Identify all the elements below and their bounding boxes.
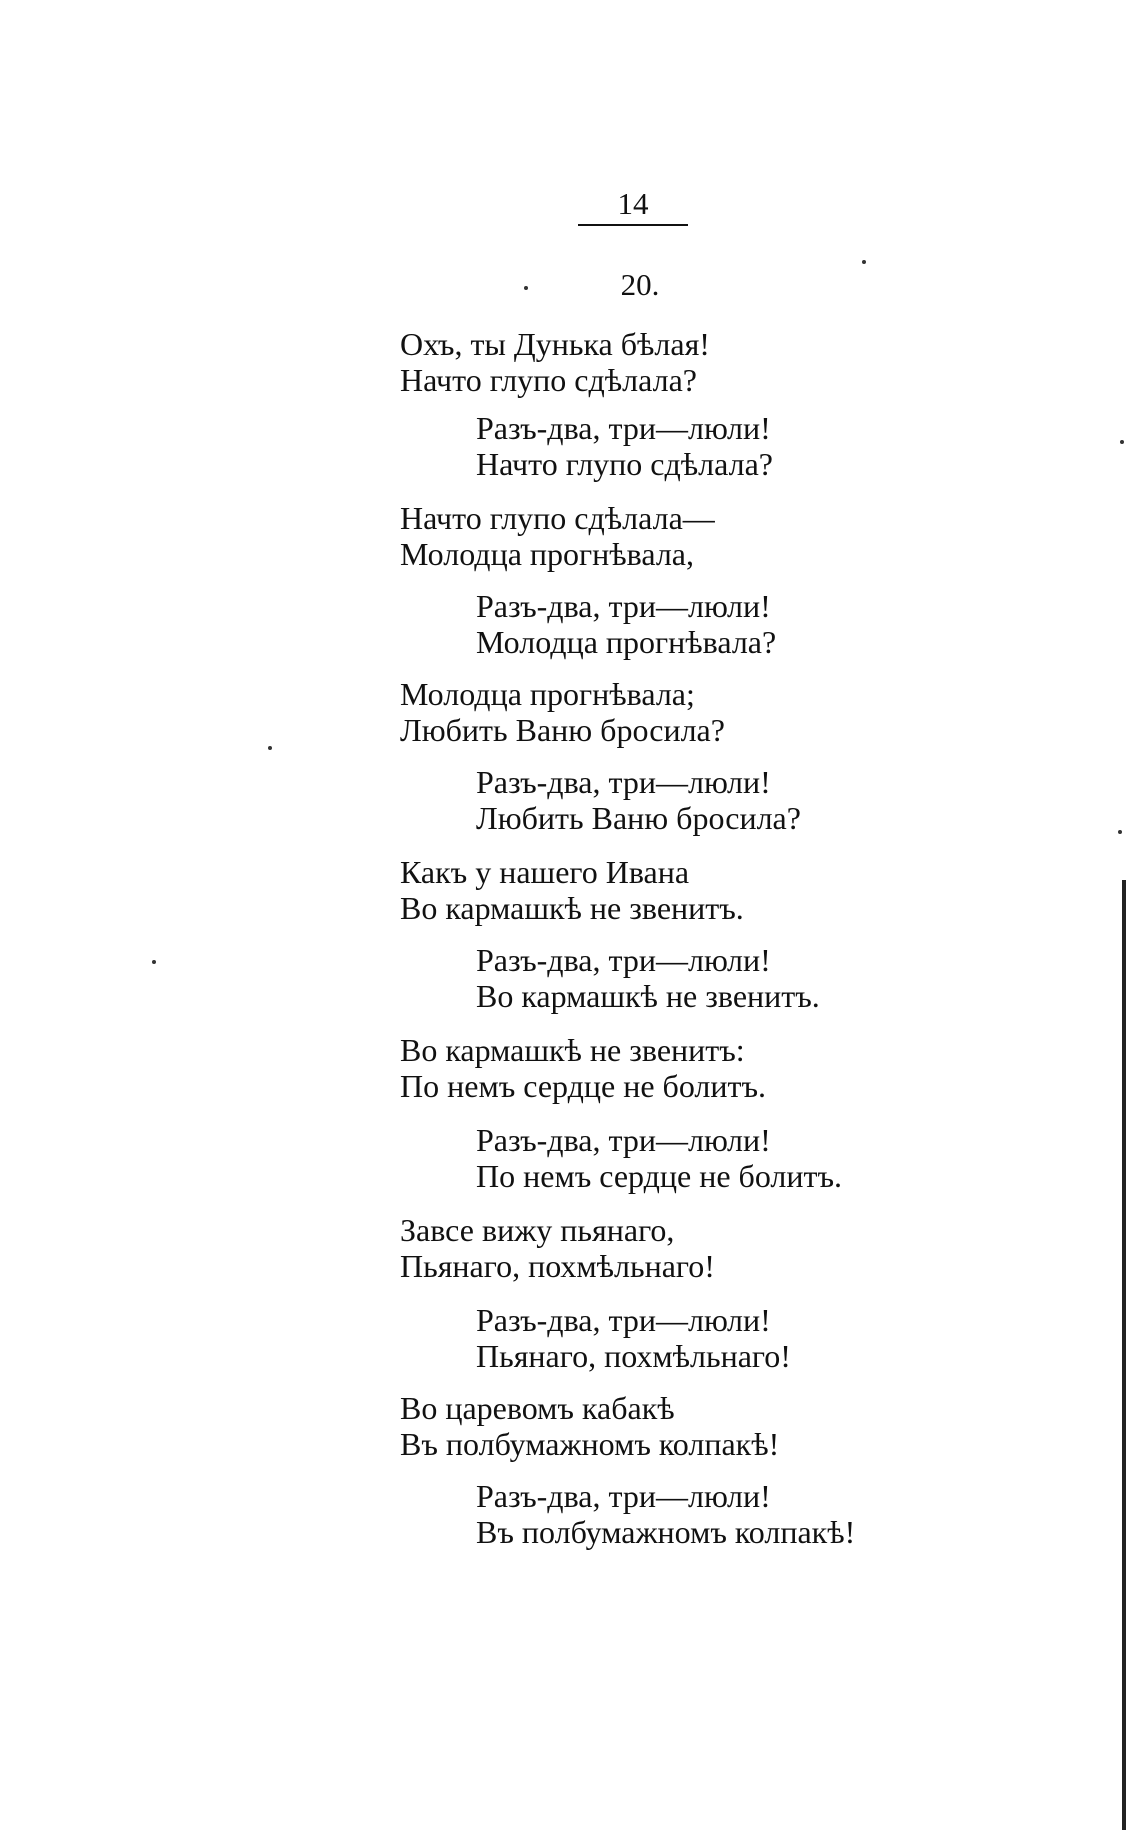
refrain-line: Разъ-два, три—люли! xyxy=(476,1122,771,1158)
refrain-line: Въ полбумажномъ колпакѣ! xyxy=(476,1514,856,1550)
scan-speck xyxy=(268,746,272,750)
refrain-1 xyxy=(476,410,773,482)
stanza-line: Во кармашкѣ не звенитъ: xyxy=(400,1032,745,1068)
refrain-line: По немъ сердце не болитъ. xyxy=(476,1158,843,1194)
stanza-line: Молодца прогнѣвала, xyxy=(400,536,694,572)
page-edge-shadow xyxy=(1122,880,1126,1830)
scan-speck xyxy=(1118,830,1122,834)
stanza-6 xyxy=(400,1212,715,1284)
refrain-line: Разъ-два, три—люли! xyxy=(476,1302,771,1338)
refrain-3 xyxy=(476,764,801,836)
refrain-line: Любить Ваню бросила? xyxy=(476,800,801,836)
refrain-7 xyxy=(476,1478,855,1550)
stanza-line: Пьянаго, похмѣльнаго! xyxy=(400,1248,715,1284)
scan-speck xyxy=(524,286,528,290)
stanza-7 xyxy=(400,1390,779,1462)
stanza-3 xyxy=(400,676,725,748)
refrain-2 xyxy=(476,588,776,660)
refrain-line: Пьянаго, похмѣльнаго! xyxy=(476,1338,791,1374)
refrain-4 xyxy=(476,942,820,1014)
stanza-line: Начто глупо сдѣлала? xyxy=(400,362,697,398)
refrain-line: Разъ-два, три—люли! xyxy=(476,410,771,446)
stanza-line: Какъ у нашего Ивана xyxy=(400,854,690,890)
refrain-line: Во кармашкѣ не звенитъ. xyxy=(476,978,820,1014)
stanza-line: Завсе вижу пьянаго, xyxy=(400,1212,675,1248)
refrain-line: Молодца прогнѣвала? xyxy=(476,624,777,660)
scan-speck xyxy=(1120,440,1124,444)
refrain-line: Разъ-два, три—люли! xyxy=(476,1478,771,1514)
stanza-line: Въ полбумажномъ колпакѣ! xyxy=(400,1426,780,1462)
stanza-line: Во царевомъ кабакѣ xyxy=(400,1390,675,1426)
stanza-line: По немъ сердце не болитъ. xyxy=(400,1068,767,1104)
refrain-5 xyxy=(476,1122,842,1194)
page-number-rule xyxy=(578,224,688,226)
page-number: 14 xyxy=(617,186,649,221)
refrain-line: Разъ-два, три—люли! xyxy=(476,764,771,800)
stanza-2 xyxy=(400,500,715,572)
scan-speck xyxy=(862,260,866,264)
stanza-5 xyxy=(400,1032,766,1104)
scan-speck xyxy=(152,960,156,964)
stanza-4 xyxy=(400,854,744,926)
stanza-line: Начто глупо сдѣлала— xyxy=(400,500,715,536)
refrain-line: Начто глупо сдѣлала? xyxy=(476,446,773,482)
refrain-line: Разъ-два, три—люли! xyxy=(476,588,771,624)
poem-number: 20. xyxy=(620,267,660,302)
stanza-line: Во кармашкѣ не звенитъ. xyxy=(400,890,744,926)
refrain-line: Разъ-два, три—люли! xyxy=(476,942,771,978)
stanza-line: Молодца прогнѣвала; xyxy=(400,676,695,712)
stanza-line: Охъ, ты Дунька бѣлая! xyxy=(400,326,710,362)
stanza-line: Любить Ваню бросила? xyxy=(400,712,725,748)
stanza-1 xyxy=(400,326,710,398)
refrain-6 xyxy=(476,1302,791,1374)
